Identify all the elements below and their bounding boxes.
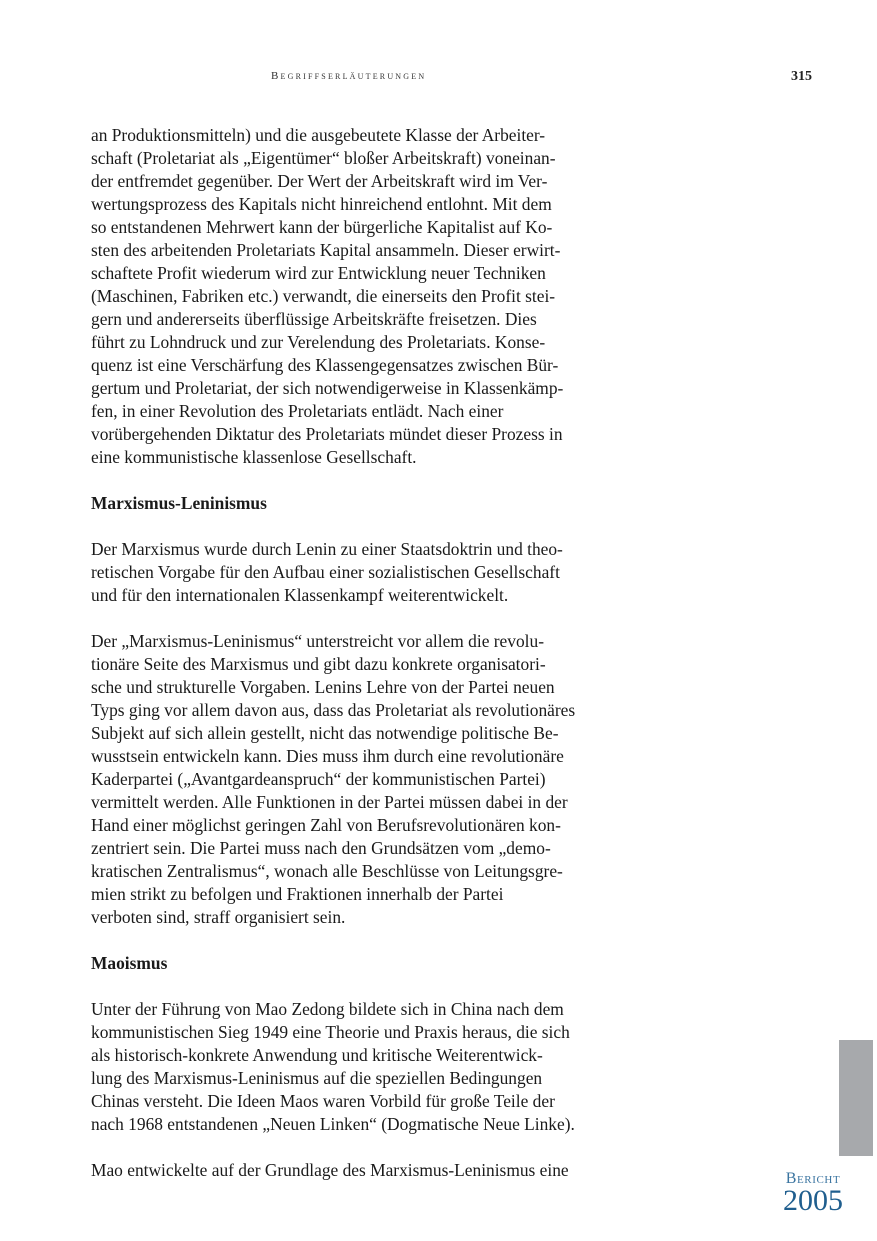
text-line: wusstsein entwickeln kann. Dies muss ihm durch eine revolutionäre (91, 746, 564, 766)
spacer (91, 929, 651, 952)
text-line: so entstandenen Mehrwert kann der bürgerliche Kapitalist auf Ko- (91, 217, 553, 237)
logo-year: 2005 (783, 1184, 843, 1217)
text-line: tionäre Seite des Marxismus und gibt dazu konkrete organisatori- (91, 654, 546, 674)
text-line: kratischen Zentralismus“, wonach alle Beschlüsse von Leitungsgre- (91, 861, 563, 881)
text-line: schaftete Profit wiederum wird zur Entwicklung neuer Techniken (91, 263, 546, 283)
text-line: mien strikt zu befolgen und Fraktionen innerhalb der Partei (91, 884, 504, 904)
text-line: Subjekt auf sich allein gestellt, nicht das notwendige politische Be- (91, 723, 559, 743)
text-line: kommunistischen Sieg 1949 eine Theorie und Praxis heraus, die sich (91, 1022, 570, 1042)
text-line: Der Marxismus wurde durch Lenin zu einer Staatsdoktrin und theo- (91, 539, 563, 559)
spacer (91, 1136, 651, 1159)
text-line: Kaderpartei („Avantgardeanspruch“ der kommunistischen Partei) (91, 769, 546, 789)
text-line: fen, in einer Revolution des Proletariats entlädt. Nach einer (91, 401, 504, 421)
spacer (91, 515, 651, 538)
text-line: gern und andererseits überflüssige Arbeitskräfte freisetzen. Dies (91, 309, 537, 329)
text-line: Unter der Führung von Mao Zedong bildete sich in China nach dem (91, 999, 564, 1019)
section-heading-maoismus: Maoismus (91, 953, 168, 973)
spacer (91, 975, 651, 998)
text-line: vorübergehenden Diktatur des Proletariats mündet dieser Prozess in (91, 424, 563, 444)
text-line: gertum und Proletariat, der sich notwendigerweise in Klassenkämp- (91, 378, 564, 398)
paragraph (91, 998, 651, 1136)
text-line: nach 1968 entstandenen „Neuen Linken“ (Dogmatische Neue Linke). (91, 1114, 575, 1134)
text-line: sten des arbeitenden Proletariats Kapital ansammeln. Dieser erwirt- (91, 240, 561, 260)
text-line: Mao entwickelte auf der Grundlage des Marxismus-Leninismus eine (91, 1160, 569, 1180)
text-line: quenz ist eine Verschärfung des Klassengegensatzes zwischen Bür- (91, 355, 559, 375)
paragraph (91, 1159, 651, 1182)
text-line: führt zu Lohndruck und zur Verelendung des Proletariats. Konse- (91, 332, 546, 352)
text-line: retischen Vorgabe für den Aufbau einer sozialistischen Gesellschaft (91, 562, 560, 582)
text-line: vermittelt werden. Alle Funktionen in der Partei müssen dabei in der (91, 792, 568, 812)
spacer (91, 469, 651, 492)
text-line: schaft (Proletariat als „Eigentümer“ bloßer Arbeitskraft) voneinan- (91, 148, 556, 168)
text-line: eine kommunistische klassenlose Gesellschaft. (91, 447, 417, 467)
text-line: Der „Marxismus-Leninismus“ unterstreicht vor allem die revolu- (91, 631, 544, 651)
running-head: Begriffserläuterungen (271, 70, 427, 82)
text-line: der entfremdet gegenüber. Der Wert der Arbeitskraft wird im Ver- (91, 171, 548, 191)
text-line: sche und strukturelle Vorgaben. Lenins Lehre von der Partei neuen (91, 677, 555, 697)
spacer (91, 607, 651, 630)
paragraph (91, 538, 651, 607)
paragraph-continuation (91, 124, 651, 469)
text-line: zentriert sein. Die Partei muss nach den Grundsätzen vom „demo- (91, 838, 551, 858)
page-body (91, 124, 651, 1182)
chapter-tab-marker (839, 1040, 873, 1156)
text-line: Chinas versteht. Die Ideen Maos waren Vorbild für große Teile der (91, 1091, 555, 1111)
logo-word: Bericht (785, 1170, 841, 1187)
text-line: Typs ging vor allem davon aus, dass das Proletariat als revolutionäres (91, 700, 576, 720)
text-line: (Maschinen, Fabriken etc.) verwandt, die einerseits den Profit stei- (91, 286, 556, 306)
text-line: Hand einer möglichst geringen Zahl von Berufsrevolutionären kon- (91, 815, 561, 835)
text-line: wertungsprozess des Kapitals nicht hinreichend entlohnt. Mit dem (91, 194, 552, 214)
text-line: als historisch-konkrete Anwendung und kritische Weiterentwick- (91, 1045, 543, 1065)
bericht-2005-logo (777, 1170, 849, 1215)
text-line: lung des Marxismus-Leninismus auf die speziellen Bedingungen (91, 1068, 543, 1088)
text-line: und für den internationalen Klassenkampf weiterentwickelt. (91, 585, 509, 605)
section-heading-marxismus-leninismus: Marxismus-Leninismus (91, 493, 267, 513)
text-line: an Produktionsmitteln) und die ausgebeutete Klasse der Arbeiter- (91, 125, 546, 145)
page-number: 315 (791, 69, 812, 84)
text-line: verboten sind, straff organisiert sein. (91, 907, 346, 927)
paragraph (91, 630, 651, 929)
